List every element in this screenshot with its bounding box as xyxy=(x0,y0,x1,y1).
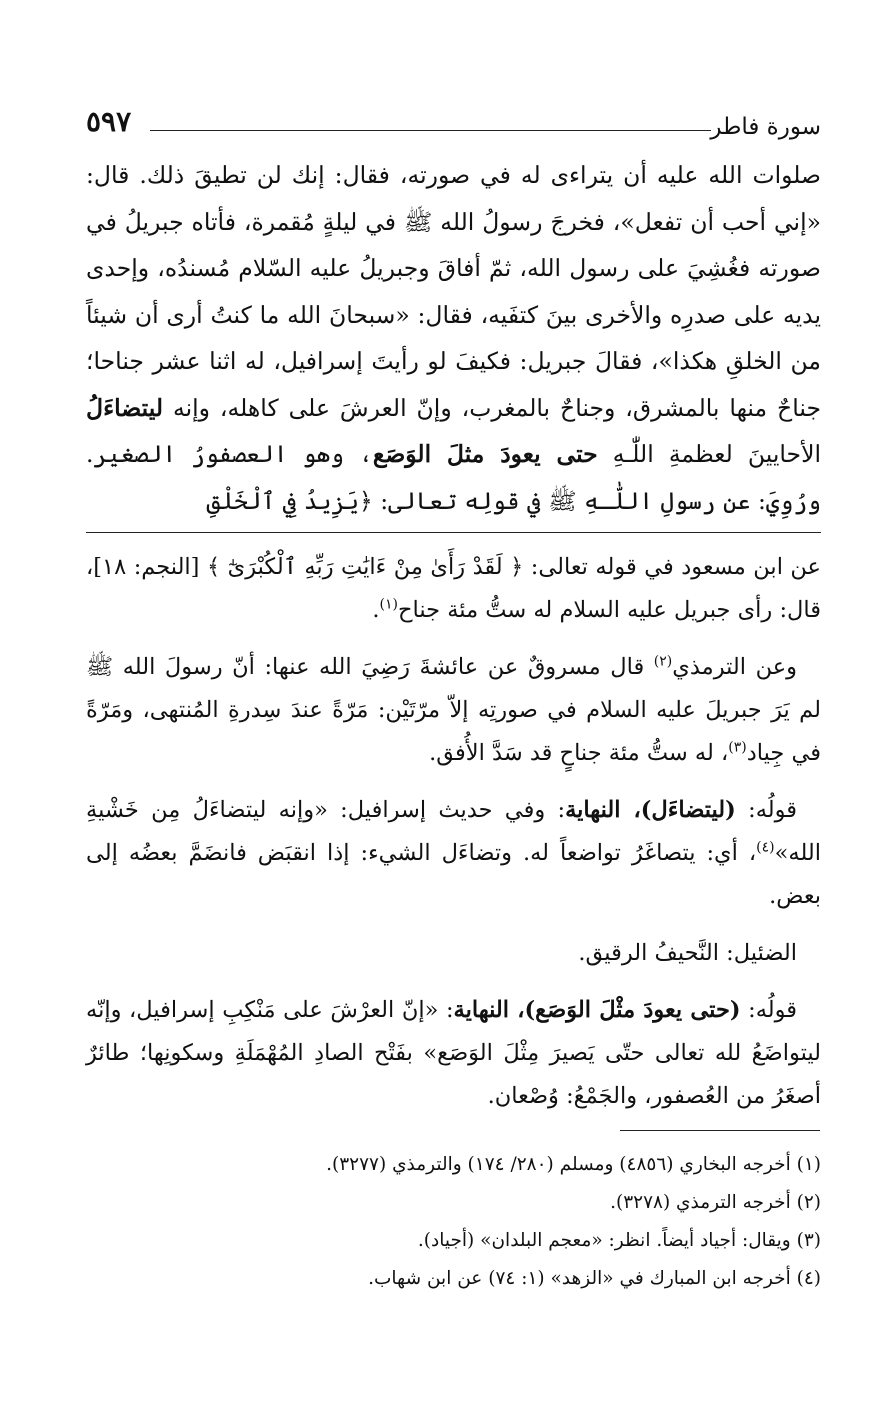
running-header xyxy=(86,104,821,148)
page-number: ٥٩٧ xyxy=(86,105,132,138)
main-text-bold: ليتضاءَلُ xyxy=(86,393,164,422)
footnote-item: (١) أخرجه البخاري (٤٨٥٦) ومسلم (٢٨٠/ ١٧٤) والترمذي (٣٢٧٧). xyxy=(326,1154,821,1175)
main-paragraph xyxy=(86,152,821,524)
footnote-item: (٢) أخرجه الترمذي (٣٢٧٨). xyxy=(610,1192,821,1213)
commentary-block xyxy=(86,546,821,1132)
commentary-text: قال مسروقٌ عن عائشةَ رَضِيَ الله عنها: أنّ رسولَ الله ﷺ لم يَرَ جبريلَ عليه السلام في صورتِه إلاّ مرّتَيْن: مَرّةً عندَ سِدرةِ المُنتهى، ومَرّةً في جِياد xyxy=(86,654,821,766)
commentary-text: قولُه: xyxy=(740,997,797,1023)
commentary-text: ، أي: يتصاغَرُ تواضعاً له. وتضاءَل الشيء: إذا انقبَض فانضَمَّ بعضُه إلى بعض. xyxy=(86,840,821,909)
commentary-text: وعن الترمذي xyxy=(672,654,797,680)
commentary-text: الضئيل: النَّحيفُ الرقيق. xyxy=(578,940,797,966)
footnote-item: (٣) ويقال: أجياد أيضاً. انظر: «معجم البلدان» (أجياد). xyxy=(417,1230,821,1251)
commentary-paragraph xyxy=(86,789,821,918)
footnote-ref[interactable]: (٣) xyxy=(728,739,747,756)
commentary-text: : «إنّ العرْشَ على مَنْكِبِ إسرافيل، وإنّه ليتواضَعُ لله تعالى حتّى يَصيرَ مِثْلَ الوَصَع» بفَتْح الصادِ المُهْمَلَةِ وسكونِها؛ طائرٌ أصغَرُ من العُصفور، والجَمْعُ: وُصْعان. xyxy=(86,997,821,1109)
footnote-ref[interactable]: (٤) xyxy=(756,839,775,856)
commentary-paragraph xyxy=(86,989,821,1118)
commentary-text: قولُه: xyxy=(735,797,797,823)
commentary-paragraph xyxy=(86,932,821,975)
footnote-divider xyxy=(620,1130,820,1131)
commentary-text: ، له ستُّ مئة جناحٍ قد سَدَّ الأُفق. xyxy=(429,740,729,766)
main-text-bold: حتى يعودَ مثلَ الوَصَع xyxy=(372,440,598,468)
main-text-segment: الأحايينَ لعظمةِ اللّٰـهِ xyxy=(597,440,822,468)
main-text-segment: صلوات الله عليه أن يتراءى له في صورته، فقال: إنك لن تطيقَ ذلك. قال: «إني أحب أن تفعل»، فخرجَ رسولُ الله ﷺ في ليلةٍ مُقمرة، فأتاه جبريلُ في صورته فغُشِيَ على رسول الله، ثمّ أفاقَ وجبريلُ عليه السّلام مُسندُه، وإحدى يديه على صدرِه والأخرى بينَ كتفَيه، فقال: «سبحانَ الله ما كنتُ أرى أن شيئاً من الخلقِ هكذا»، فقالَ جبريل: فكيفَ لو رأيتَ إسرافيل، له اثنا عشر جناحا؛ جناحٌ منها بالمشرق، وجناحٌ بالمغرب، وإنّ العرشَ على كاهله، وإنه xyxy=(86,161,821,422)
footnote-ref[interactable]: (٢) xyxy=(653,653,673,670)
commentary-text: : وفي حديث إسرافيل: «وإنه ليتضاءَلُ مِن خَشْيةِ الله» xyxy=(86,797,821,866)
main-text-divider xyxy=(86,532,821,533)
footnotes-block xyxy=(86,1146,821,1298)
commentary-lemma: (حتى يعودَ مثْلَ الوَصَع)، النهاية xyxy=(453,997,741,1023)
commentary-lemma: (ليتضاءَل)، النهاية xyxy=(565,797,736,823)
commentary-text: عن ابن مسعود في قوله تعالى: ﴿ لَقَدْ رَأَىٰ مِنْ ءَايَٰتِ رَبِّهِ ٱلْكُبْرَىٰٓ ﴾ [النجم: ١٨]، قال: رأى جبريل عليه السلام له ستُّ مئة جناح xyxy=(86,554,821,623)
commentary-text: . xyxy=(372,597,380,623)
main-text-segment: ، وهو العصفورُ الصغير. ورُوِيَ: عن رسولِ اللّٰـهِ ﷺ في قولِه تعالى: ﴿يَزِيدُ فِي ٱلْخَلْقِ xyxy=(86,440,821,515)
footnote-ref[interactable]: (١) xyxy=(379,596,398,613)
footnote-item: (٤) أخرجه ابن المبارك في «الزهد» (١: ٧٤) عن ابن شهاب. xyxy=(368,1268,821,1289)
commentary-paragraph xyxy=(86,646,821,775)
header-rule xyxy=(150,130,711,131)
main-text-block xyxy=(86,152,821,524)
commentary-paragraph xyxy=(86,546,821,632)
surah-title: سورة فاطر xyxy=(710,114,821,140)
